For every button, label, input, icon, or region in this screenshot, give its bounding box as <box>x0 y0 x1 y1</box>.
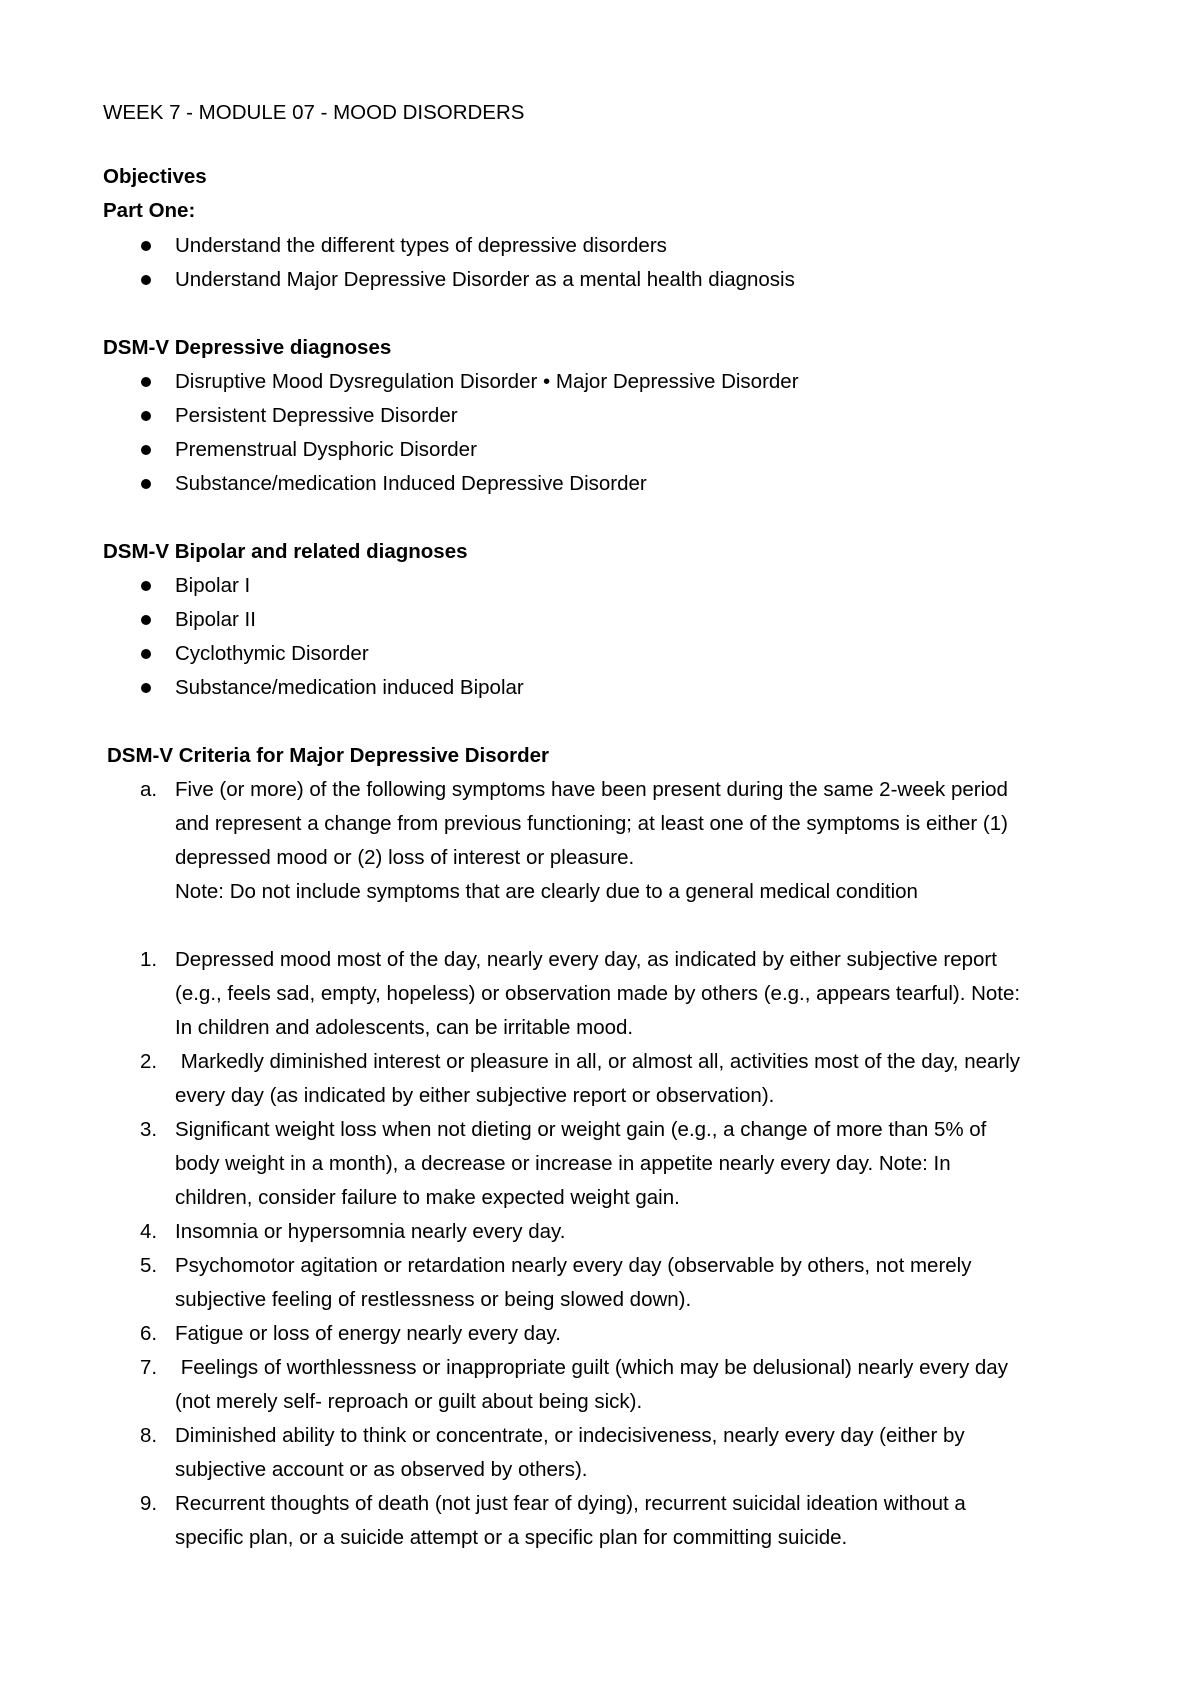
depressive-item: Persistent Depressive Disorder <box>175 404 458 427</box>
bipolar-item: Bipolar II <box>175 608 256 631</box>
bipolar-item: Cyclothymic Disorder <box>175 642 369 665</box>
symptom-line: Psychomotor agitation or retardation nearly every day (observable by others, not merely <box>175 1254 972 1277</box>
symptom-line: every day (as indicated by either subjective report or observation). <box>175 1084 775 1107</box>
depressive-item: Disruptive Mood Dysregulation Disorder • Major Depressive Disorder <box>175 370 799 393</box>
criteria-a-line: and represent a change from previous functioning; at least one of the symptoms is either (1) <box>175 812 1008 835</box>
criteria-a-line: Five (or more) of the following symptoms have been present during the same 2-week period <box>175 778 1008 801</box>
depressive-item: Premenstrual Dysphoric Disorder <box>175 438 477 461</box>
symptom-line: body weight in a month), a decrease or increase in appetite nearly every day. Note: In <box>175 1152 951 1175</box>
symptom-number: 5. <box>140 1254 158 1277</box>
bullet-icon <box>141 445 151 455</box>
symptom-number: 2. <box>140 1050 158 1073</box>
criteria-heading: DSM-V Criteria for Major Depressive Disorder <box>107 744 550 767</box>
objective-item: Understand the different types of depressive disorders <box>175 234 667 257</box>
symptom-number: 6. <box>140 1322 158 1345</box>
bullet-icon <box>141 479 151 489</box>
symptom-line: Insomnia or hypersomnia nearly every day. <box>175 1220 566 1243</box>
symptom-line: Diminished ability to think or concentrate, or indecisiveness, nearly every day (either by <box>175 1424 965 1447</box>
bipolar-item: Bipolar I <box>175 574 251 597</box>
objectives-heading: Objectives <box>103 165 207 188</box>
depressive-heading: DSM-V Depressive diagnoses <box>103 336 392 359</box>
symptom-line: specific plan, or a suicide attempt or a specific plan for committing suicide. <box>175 1526 848 1549</box>
bullet-icon <box>141 377 151 387</box>
symptom-number: 3. <box>140 1118 158 1141</box>
bullet-icon <box>141 581 151 591</box>
symptom-line: (not merely self- reproach or guilt about being sick). <box>175 1390 643 1413</box>
bullet-icon <box>141 411 151 421</box>
bipolar-heading: DSM-V Bipolar and related diagnoses <box>103 540 468 563</box>
symptom-number: 4. <box>140 1220 158 1243</box>
objective-item: Understand Major Depressive Disorder as a mental health diagnosis <box>175 268 795 291</box>
bullet-icon <box>141 275 151 285</box>
criteria-a-marker: a. <box>140 778 158 801</box>
criteria-note: Note: Do not include symptoms that are clearly due to a general medical condition <box>175 880 918 903</box>
symptom-line: Markedly diminished interest or pleasure in all, or almost all, activities most of the day, nearly <box>175 1050 1021 1073</box>
symptom-line: In children and adolescents, can be irritable mood. <box>175 1016 634 1039</box>
bullet-icon <box>141 683 151 693</box>
bullet-icon <box>141 615 151 625</box>
symptom-line: (e.g., feels sad, empty, hopeless) or observation made by others (e.g., appears tearful). Note: <box>175 982 1021 1005</box>
page-title: WEEK 7 - MODULE 07 - MOOD DISORDERS <box>103 101 525 124</box>
symptom-line: Significant weight loss when not dieting or weight gain (e.g., a change of more than 5% of <box>175 1118 987 1141</box>
criteria-a-line: depressed mood or (2) loss of interest or pleasure. <box>175 846 635 869</box>
bullet-icon <box>141 649 151 659</box>
symptom-line: Depressed mood most of the day, nearly every day, as indicated by either subjective report <box>175 948 997 971</box>
symptom-number: 7. <box>140 1356 158 1379</box>
symptom-number: 1. <box>140 948 158 971</box>
symptom-number: 8. <box>140 1424 158 1447</box>
symptom-line: Fatigue or loss of energy nearly every day. <box>175 1322 561 1345</box>
symptom-line: subjective feeling of restlessness or being slowed down). <box>175 1288 692 1311</box>
symptom-line: Recurrent thoughts of death (not just fear of dying), recurrent suicidal ideation without a <box>175 1492 966 1515</box>
bullet-icon <box>141 241 151 251</box>
depressive-item: Substance/medication Induced Depressive Disorder <box>175 472 647 495</box>
symptom-line: subjective account or as observed by others). <box>175 1458 588 1481</box>
part-one-label: Part One: <box>103 199 196 222</box>
symptom-line: Feelings of worthlessness or inappropriate guilt (which may be delusional) nearly every day <box>175 1356 1008 1379</box>
bipolar-item: Substance/medication induced Bipolar <box>175 676 524 699</box>
symptom-number: 9. <box>140 1492 158 1515</box>
symptom-line: children, consider failure to make expected weight gain. <box>175 1186 680 1209</box>
